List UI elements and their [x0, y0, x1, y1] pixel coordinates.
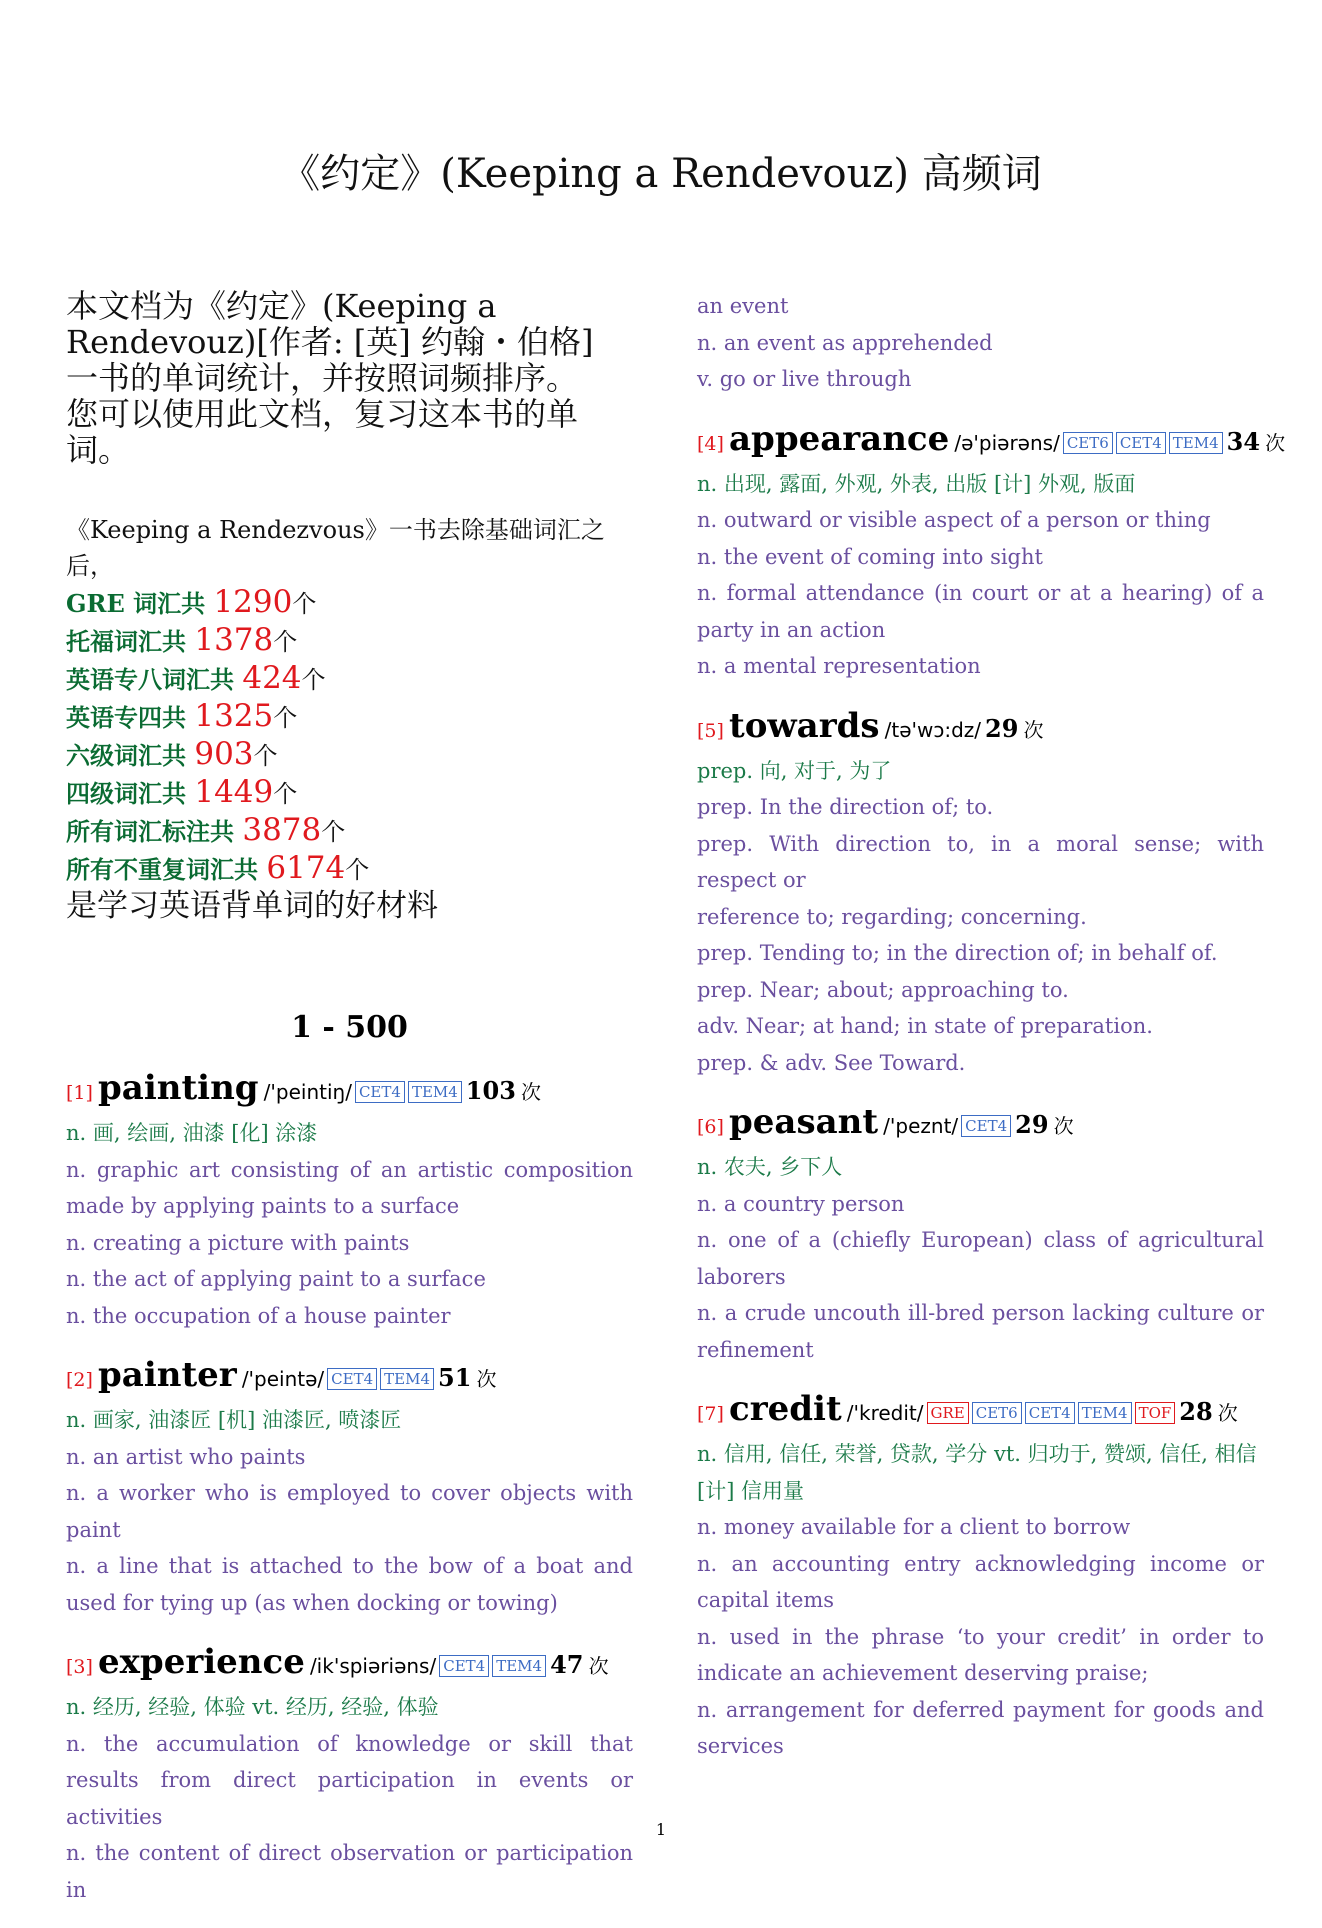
entry-header	[66, 1641, 633, 1689]
entry-count-unit: 次	[1265, 430, 1286, 455]
word-entry	[697, 1101, 1264, 1368]
english-definition: n. a worker who is employed to cover objects with paint	[66, 1481, 633, 1542]
entry-count-unit: 次	[1053, 1114, 1074, 1138]
stat-unit: 个	[273, 704, 298, 732]
stat-label: 英语专四共	[66, 703, 195, 732]
exam-tag-badge: CET6	[1063, 432, 1113, 454]
chinese-definition: n. 信用, 信任, 荣誉, 贷款, 学分 vt. 归功于, 赞颂, 信任, 相信 [计] 信用量	[697, 1442, 1257, 1503]
entry-index: [2]	[66, 1369, 93, 1391]
english-definition: prep. Near; about; approaching to.	[697, 977, 1069, 1002]
intro-paragraph	[66, 288, 633, 468]
range-heading: 1 - 500	[291, 1010, 408, 1045]
stat-line	[66, 850, 633, 888]
word-entry	[66, 1067, 633, 1334]
entry-word: experience	[98, 1642, 305, 1682]
stat-unit: 个	[253, 742, 278, 770]
exam-tag-badge: GRE	[927, 1402, 969, 1424]
english-definition: n. money available for a client to borrow	[697, 1515, 1131, 1539]
stat-value: 1378	[194, 622, 274, 658]
word-entry	[697, 705, 1264, 1082]
english-definition: n. a crude uncouth ill-bred person lacking culture or refinement	[697, 1301, 1264, 1362]
vocab-stats	[66, 512, 633, 924]
english-definition: n. used in the phrase ‘to your credit’ in order to indicate an achievement deserving praise;	[697, 1624, 1264, 1685]
stat-line	[66, 736, 633, 774]
continued-definitions	[697, 288, 1264, 398]
stat-line	[66, 812, 633, 850]
stat-label: 托福词汇共	[66, 627, 195, 656]
stat-value: 1290	[213, 584, 293, 620]
chinese-definition: n. 画, 绘画, 油漆 [化] 涂漆	[66, 1121, 318, 1145]
english-definition: n. the content of direct observation or participation in	[66, 1841, 633, 1902]
intro-text-1: 本文档为《约定》(Keeping a Rendevouz)[作者: [英] 约翰・伯格] 一书的单词统计，并按照词频排序。	[66, 287, 594, 397]
english-definition: v. go or live through	[697, 367, 912, 391]
entry-count-unit: 次	[1023, 717, 1044, 742]
entry-word: painter	[98, 1355, 237, 1395]
word-entry	[66, 1354, 633, 1621]
entry-index: [1]	[66, 1082, 93, 1104]
entry-count: 29	[1015, 1110, 1049, 1139]
english-definition: n. graphic art consisting of an artistic composition made by applying paints to a surface	[66, 1157, 633, 1218]
entry-index: [5]	[697, 719, 724, 742]
english-definition: prep. In the direction of; to.	[697, 795, 994, 819]
exam-tag-badge: TOF	[1135, 1402, 1176, 1424]
entry-index: [7]	[697, 1403, 724, 1425]
stat-line	[66, 584, 633, 622]
entry-index: [3]	[66, 1656, 93, 1678]
english-definition: prep. With direction to, in a moral sense; with respect or	[697, 831, 1264, 892]
english-definition: n. a mental representation	[697, 654, 981, 678]
stat-line	[66, 660, 633, 698]
entry-count: 103	[465, 1076, 516, 1105]
english-definition: n. the act of applying paint to a surface	[66, 1267, 486, 1291]
intro-text-2: 您可以使用此文档，复习这本书的单词。	[66, 395, 579, 469]
stat-label: GRE 词汇共	[66, 589, 214, 618]
stat-value: 424	[242, 660, 302, 696]
english-definition: adv. Near; at hand; in state of preparation.	[697, 1014, 1153, 1038]
entry-count: 29	[985, 713, 1019, 743]
page-number: 1	[655, 1820, 667, 1839]
stat-unit: 个	[273, 628, 298, 656]
entry-index: [6]	[697, 1116, 724, 1138]
exam-tag-badge: TEM4	[492, 1655, 546, 1677]
entry-count: 51	[438, 1363, 472, 1392]
stats-list	[66, 584, 633, 888]
left-entry-list	[66, 1067, 633, 1908]
stat-unit: 个	[301, 666, 326, 694]
word-entry	[66, 1641, 633, 1908]
entry-phonetic: /'peznt/	[883, 1114, 959, 1138]
entry-header	[697, 705, 1264, 753]
entry-count: 47	[550, 1650, 584, 1679]
word-entry	[697, 418, 1286, 685]
entry-phonetic: /'peintə/	[241, 1367, 325, 1391]
exam-tag-badge: TEM4	[1078, 1402, 1132, 1424]
entry-word: peasant	[729, 1102, 879, 1142]
exam-tag-badge: TEM4	[408, 1081, 462, 1103]
english-definition: n. a country person	[697, 1191, 905, 1216]
exam-tag-badge: TEM4	[380, 1368, 434, 1390]
english-definition: prep. & adv. See Toward.	[697, 1050, 966, 1075]
chinese-definition: n. 画家, 油漆匠 [机] 油漆匠, 喷漆匠	[66, 1408, 402, 1432]
stats-closing: 是学习英语背单词的好材料	[66, 888, 438, 924]
english-definition: n. the accumulation of knowledge or skill that results from direct participation in events or activities	[66, 1731, 633, 1829]
stats-intro: 《Keeping a Rendezvous》一书去除基础词汇之后，	[66, 516, 605, 580]
entry-header	[697, 1388, 1264, 1436]
stat-unit: 个	[321, 818, 346, 846]
page-title: 《约定》(Keeping a Rendevouz) 高频词	[280, 151, 1042, 197]
stat-label: 所有不重复词汇共	[66, 855, 267, 884]
entry-header	[66, 1354, 633, 1402]
english-definition: n. a line that is attached to the bow of a boat and used for tying up (as when docking or towing)	[66, 1554, 633, 1615]
stat-line	[66, 698, 633, 736]
english-definition: n. an artist who paints	[66, 1444, 306, 1469]
english-definition: n. formal attendance (in court or at a hearing) of a party in an action	[697, 581, 1264, 642]
stat-label: 所有词汇标注共	[66, 817, 243, 846]
chinese-definition: prep. 向, 对于, 为了	[697, 758, 892, 783]
stat-value: 6174	[266, 850, 346, 886]
stat-unit: 个	[273, 780, 298, 808]
entry-word: towards	[729, 705, 880, 746]
english-definition: n. the event of coming into sight	[697, 544, 1043, 569]
stat-value: 1449	[194, 774, 274, 810]
entry-count: 28	[1179, 1397, 1213, 1426]
english-definition: n. one of a (chiefly European) class of agricultural laborers	[697, 1228, 1264, 1289]
entry-word: credit	[729, 1389, 842, 1429]
exam-tag-badge: CET6	[972, 1402, 1022, 1424]
stat-line	[66, 774, 633, 812]
entry-index: [4]	[697, 432, 724, 455]
exam-tag-badge: CET4	[1025, 1402, 1075, 1424]
stat-label: 六级词汇共	[66, 741, 195, 770]
entry-phonetic: /'kredit/	[846, 1401, 924, 1425]
stat-value: 903	[194, 736, 254, 772]
entry-count-unit: 次	[588, 1654, 609, 1678]
exam-tag-badge: CET4	[355, 1081, 405, 1103]
english-definition: reference to; regarding; concerning.	[697, 904, 1087, 929]
stat-label: 英语专八词汇共	[66, 665, 243, 694]
chinese-definition: n. 出现, 露面, 外观, 外表, 出版 [计] 外观, 版面	[697, 471, 1136, 496]
entry-count-unit: 次	[1217, 1401, 1238, 1425]
entry-word: painting	[98, 1068, 259, 1108]
stat-unit: 个	[345, 856, 370, 884]
left-column	[66, 288, 633, 1928]
exam-tag-badge: TEM4	[1169, 432, 1223, 454]
entry-header	[697, 418, 1286, 466]
chinese-definition: n. 经历, 经验, 体验 vt. 经历, 经验, 体验	[66, 1695, 439, 1719]
entry-count-unit: 次	[521, 1080, 541, 1104]
english-definition: n. outward or visible aspect of a person or thing	[697, 508, 1211, 532]
english-definition: n. creating a picture with paints	[66, 1230, 410, 1255]
stat-line	[66, 622, 633, 660]
right-column	[697, 288, 1286, 1785]
word-entry	[697, 1388, 1264, 1765]
english-definition: prep. Tending to; in the direction of; in behalf of.	[697, 941, 1218, 965]
entry-word: appearance	[729, 418, 950, 459]
entry-phonetic: /ik'spiəriəns/	[309, 1654, 437, 1678]
stat-label: 四级词汇共	[66, 779, 195, 808]
english-definition: n. the occupation of a house painter	[66, 1303, 451, 1328]
entry-count: 34	[1226, 426, 1261, 456]
chinese-definition: n. 农夫, 乡下人	[697, 1155, 843, 1179]
entry-header	[697, 1101, 1264, 1149]
exam-tag-badge: CET4	[439, 1655, 489, 1677]
stat-value: 1325	[194, 698, 274, 734]
stat-value: 3878	[242, 812, 322, 848]
exam-tag-badge: CET4	[1116, 432, 1166, 454]
stat-unit: 个	[292, 590, 317, 618]
entry-phonetic: /'peintiŋ/	[263, 1080, 352, 1104]
exam-tag-badge: CET4	[961, 1115, 1011, 1137]
entry-header	[66, 1067, 633, 1115]
entry-phonetic: /tə'wɔ:dz/	[884, 717, 982, 742]
english-definition: n. an accounting entry acknowledging income or capital items	[697, 1551, 1264, 1612]
english-definition: n. arrangement for deferred payment for goods and services	[697, 1697, 1264, 1758]
entry-phonetic: /ə'piərəns/	[954, 430, 1060, 455]
english-definition: an event	[697, 294, 789, 318]
english-definition: n. an event as apprehended	[697, 330, 993, 355]
exam-tag-badge: CET4	[327, 1368, 377, 1390]
right-entry-list	[697, 418, 1286, 1765]
entry-count-unit: 次	[476, 1367, 497, 1391]
